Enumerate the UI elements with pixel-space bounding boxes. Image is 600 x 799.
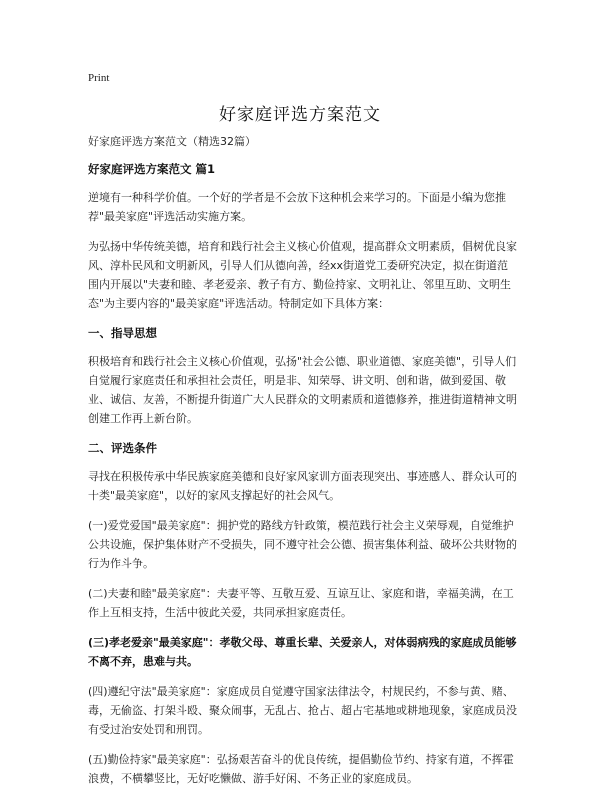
section-paragraph: 积极培育和践行社会主义核心价值观，弘扬"社会公德、职业道德、家庭美德"，引导人们自觉履行家庭责任和承担社会责任，明是非、知荣辱、讲文明、创和谐，做到爱国、敬业、诚信、友善，不断提升街道广大人民群众的文明素质和道德修养，推进街道精神文明创建工作再上新台阶。 (88, 355, 517, 425)
print-link[interactable]: Print (88, 72, 110, 84)
intro-paragraph: 逆境有一种科学价值。一个好的学者是不会放下这种机会来学习的。下面是小编为您推荐"最美家庭"评选活动实施方案。 (88, 191, 506, 223)
criteria-item: (四)遵纪守法"最美家庭"：家庭成员自觉遵守国家法律法令，村规民约，不参与黄、赌、毒，无偷盗、打架斗殴、聚众闹事，无乱占、抢占、超占宅基地或耕地现象，家庭成员没有受过治安处罚和刑罚。 (88, 685, 517, 736)
document-title: 好家庭评选方案范文 (219, 105, 381, 125)
document-body (88, 132, 518, 799)
criteria-item: (一)爱党爱国"最美家庭"：拥护党的路线方针政策，模范践行社会主义荣辱观，自觉维护公共设施，保护集体财产不受损失，同不遵守社会公德、损害集体利益、破坏公共财物的行为作斗争。 (88, 519, 517, 570)
document-subtitle: 好家庭评选方案范文（精选32篇） (88, 135, 256, 148)
criteria-item: (三)孝老爱亲"最美家庭"：孝敬父母、尊重长辈、关爱亲人，对体弱病残的家庭成员能够不离不弃，患难与共。 (88, 636, 517, 668)
section-heading-guiding-ideology: 一、指导思想 (88, 326, 157, 340)
intro-paragraph: 为弘扬中华传统美德，培育和践行社会主义核心价值观，提高群众文明素质，倡树优良家风、淳朴民风和文明新风，引导人们从德向善，经xx街道党工委研究决定，拟在街道范围内开展以"夫妻和睦、孝老爱亲、教子有方、勤俭持家、文明礼让、邻里互助、文明生态"为主要内容的"最美家庭"评选活动。特制定如下具体方案： (88, 240, 517, 310)
section-heading-criteria: 二、评选条件 (88, 441, 157, 455)
chapter-heading: 好家庭评选方案范文 篇1 (88, 162, 216, 176)
criteria-item: (二)夫妻和睦"最美家庭"：夫妻平等、互敬互爱、互谅互让、家庭和谐，幸福美满，在工作上互相支持，生活中彼此关爱，共同承担家庭责任。 (88, 587, 514, 619)
criteria-item: (五)勤俭持家"最美家庭"：弘扬艰苦奋斗的优良传统，提倡勤俭节约、持家有道，不挥霍浪费，不横攀竖比，无好吃懒做、游手好闲、不务正业的家庭成员。 (88, 753, 514, 785)
section-paragraph: 寻找在积极传承中华民族家庭美德和良好家风家训方面表现突出、事迹感人、群众认可的十类"最美家庭"，以好的家风支撑起好的社会风气。 (88, 470, 517, 502)
